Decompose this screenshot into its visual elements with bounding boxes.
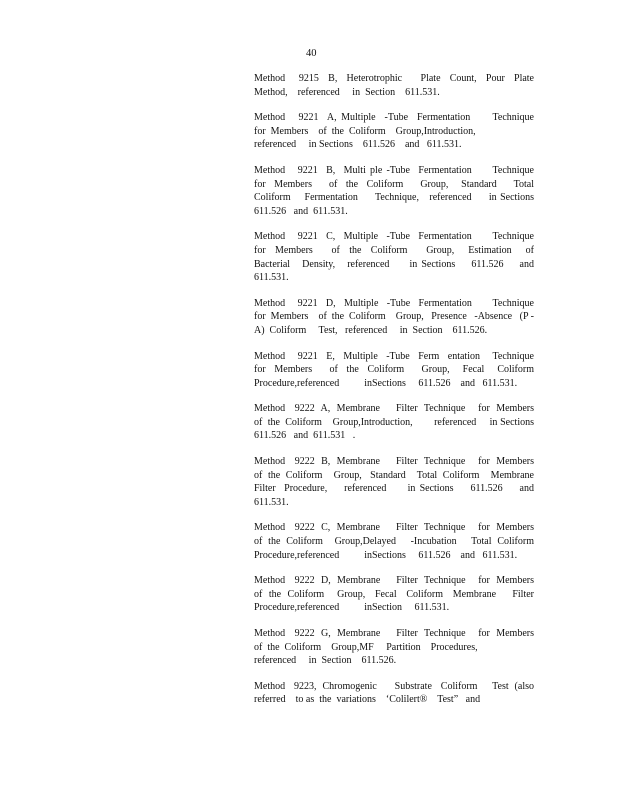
method-entry-9222g xyxy=(254,627,536,668)
entry-line: Method, referenced in Section 611.531. xyxy=(254,86,440,98)
method-entry-9222d xyxy=(254,574,536,615)
method-entry-9221b xyxy=(254,164,536,218)
entry-line: of the Coliform Group, Fecal Coliform Membrane Filter xyxy=(254,588,534,600)
entry-line: Method 9215 B, Heterotrophic Plate Count, Pour Plate xyxy=(254,73,534,84)
entry-line: Filter Procedure, referenced in Sections 611.526 and xyxy=(254,483,534,495)
entry-line: of the Coliform Group,Delayed -Incubation Total Coliform xyxy=(254,536,534,548)
entry-line: Coliform Fermentation Technique, referenced in Sections xyxy=(254,192,534,204)
entry-line: 611.526 and 611.531. xyxy=(254,205,348,217)
entry-line: referenced in Section 611.526. xyxy=(254,655,397,667)
entry-line: referred to as the variations ‘Colilert® Test” and xyxy=(254,694,481,706)
entry-line: Procedure,referenced inSections 611.526 and 611.531. xyxy=(254,377,518,389)
entry-line: A) Coliform Test, referenced in Section 611.526. xyxy=(254,324,488,336)
entry-line: Method 9222 B, Membrane Filter Technique for Members xyxy=(254,456,534,468)
entry-line: Method 9221 A, Multiple -Tube Fermentation Technique xyxy=(254,112,534,124)
entry-line: of the Coliform Group, Standard Total Coliform Membrane xyxy=(254,469,534,481)
method-entry-9221a xyxy=(254,111,536,152)
method-reference-list xyxy=(254,72,536,719)
entry-line: Method 9222 C, Membrane Filter Technique for Members xyxy=(254,522,534,534)
entry-line: Procedure,referenced inSections 611.526 and 611.531. xyxy=(254,549,518,561)
entry-line: Method 9221 B, Multi ple -Tube Fermentation Technique xyxy=(254,164,534,176)
entry-line: 611.531. xyxy=(254,496,289,508)
method-entry-9223 xyxy=(254,680,536,707)
entry-line: Method 9222 G, Membrane Filter Technique for Members xyxy=(254,628,534,639)
entry-line: referenced in Sections 611.526 and 611.531. xyxy=(254,139,462,151)
method-entry-9222b xyxy=(254,455,536,509)
page-number: 40 xyxy=(306,48,317,59)
entry-line: Method 9223, Chromogenic Substrate Coliform Test (also xyxy=(254,680,534,692)
entry-line: Bacterial Density, referenced in Sections 611.526 and xyxy=(254,258,534,270)
method-entry-9221c xyxy=(254,230,536,284)
entry-line: Method 9222 D, Membrane Filter Technique for Members xyxy=(254,575,534,587)
entry-line: 611.526 and 611.531 . xyxy=(254,430,356,442)
method-entry-9221d xyxy=(254,297,536,338)
entry-line: Procedure,referenced inSection 611.531. xyxy=(254,602,450,614)
method-entry-9222c xyxy=(254,521,536,562)
entry-line: for Members of the Coliform Group, Presence -Absence (P - xyxy=(254,311,534,323)
entry-line: Method 9221 C, Multiple -Tube Fermentation Technique xyxy=(254,231,534,243)
entry-line: Method 9222 A, Membrane Filter Technique for Members xyxy=(254,403,534,415)
entry-line: 611.531. xyxy=(254,272,289,284)
entry-line: Method 9221 E, Multiple -Tube Ferm entation Technique xyxy=(254,350,534,362)
entry-line: for Members of the Coliform Group, Standard Total xyxy=(254,178,534,190)
entry-line: for Members of the Coliform Group, Fecal Coliform xyxy=(254,364,534,376)
entry-line: of the Coliform Group,Introduction, referenced in Sections xyxy=(254,416,534,428)
entry-line: for Members of the Coliform Group, Estimation of xyxy=(254,244,534,256)
method-entry-9215b xyxy=(254,72,536,99)
method-entry-9221e xyxy=(254,350,536,391)
method-entry-9222a xyxy=(254,402,536,443)
entry-line: for Members of the Coliform Group,Introduction, xyxy=(254,125,476,137)
entry-line: of the Coliform Group,MF Partition Procedures, xyxy=(254,641,478,653)
entry-line: Method 9221 D, Multiple -Tube Fermentation Technique xyxy=(254,297,534,309)
